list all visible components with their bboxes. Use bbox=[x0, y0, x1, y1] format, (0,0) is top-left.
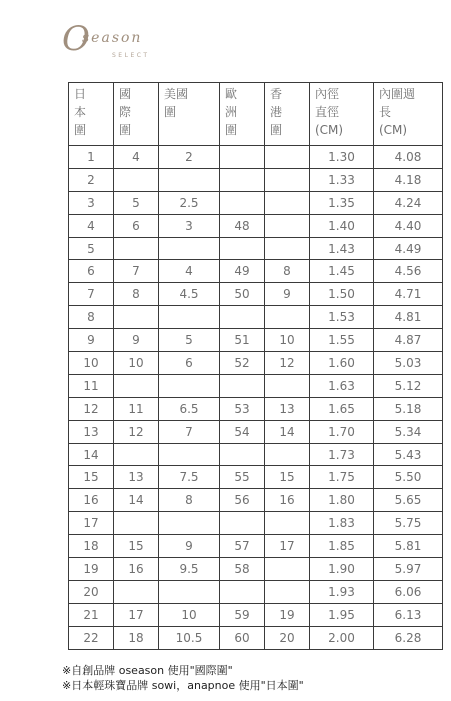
table-cell bbox=[265, 558, 310, 581]
header-line: 港 bbox=[270, 105, 283, 119]
header-line: 際 bbox=[119, 105, 132, 119]
table-cell: 1.65 bbox=[310, 397, 374, 420]
header-line: 內圍週 bbox=[379, 87, 416, 101]
table-cell bbox=[220, 146, 265, 169]
table-cell bbox=[265, 168, 310, 191]
table-cell: 12 bbox=[114, 420, 159, 443]
table-cell: 13 bbox=[114, 466, 159, 489]
table-cell: 18 bbox=[69, 535, 114, 558]
table-row bbox=[69, 443, 443, 466]
table-cell: 18 bbox=[114, 626, 159, 649]
table-cell: 21 bbox=[69, 603, 114, 626]
table-cell: 4.40 bbox=[374, 214, 443, 237]
table-cell: 19 bbox=[265, 603, 310, 626]
table-cell bbox=[265, 512, 310, 535]
table-cell bbox=[220, 580, 265, 603]
table-cell: 11 bbox=[114, 397, 159, 420]
table-cell: 58 bbox=[220, 558, 265, 581]
table-cell: 6 bbox=[159, 352, 220, 375]
table-cell: 5.50 bbox=[374, 466, 443, 489]
table-cell: 7 bbox=[114, 260, 159, 283]
table-cell: 1.30 bbox=[310, 146, 374, 169]
table-cell: 13 bbox=[69, 420, 114, 443]
table-cell: 1.90 bbox=[310, 558, 374, 581]
header-line: 歐 bbox=[225, 87, 238, 101]
table-cell: 14 bbox=[114, 489, 159, 512]
footnote-international: ※自創品牌 oseason 使用"國際圍" bbox=[62, 664, 233, 677]
table-cell: 16 bbox=[114, 558, 159, 581]
table-cell bbox=[265, 237, 310, 260]
table-cell: 49 bbox=[220, 260, 265, 283]
table-row bbox=[69, 283, 443, 306]
table-cell: 12 bbox=[69, 397, 114, 420]
table-row bbox=[69, 168, 443, 191]
table-cell: 1.73 bbox=[310, 443, 374, 466]
logo-wordmark: season bbox=[82, 30, 143, 46]
header-line: 香 bbox=[270, 87, 283, 101]
table-cell: 6.28 bbox=[374, 626, 443, 649]
table-cell: 16 bbox=[69, 489, 114, 512]
table-cell: 1.80 bbox=[310, 489, 374, 512]
table-cell bbox=[159, 374, 220, 397]
table-cell: 6.13 bbox=[374, 603, 443, 626]
table-cell: 5 bbox=[159, 329, 220, 352]
header-inner-circumference bbox=[374, 83, 443, 146]
header-inner-diameter bbox=[310, 83, 374, 146]
table-cell bbox=[159, 580, 220, 603]
table-cell bbox=[220, 512, 265, 535]
header-us-size bbox=[159, 83, 220, 146]
table-cell: 7 bbox=[159, 420, 220, 443]
table-cell: 60 bbox=[220, 626, 265, 649]
table-cell: 9.5 bbox=[159, 558, 220, 581]
table-cell: 15 bbox=[69, 466, 114, 489]
header-line: 圍 bbox=[119, 123, 132, 137]
table-cell: 51 bbox=[220, 329, 265, 352]
table-cell bbox=[265, 443, 310, 466]
table-cell bbox=[265, 580, 310, 603]
table-cell: 8 bbox=[265, 260, 310, 283]
table-cell: 4.08 bbox=[374, 146, 443, 169]
table-cell: 5.43 bbox=[374, 443, 443, 466]
header-line: 直徑 bbox=[315, 105, 340, 119]
header-line: 本 bbox=[74, 105, 87, 119]
table-cell: 1.45 bbox=[310, 260, 374, 283]
logo-initial: O bbox=[62, 19, 90, 59]
table-cell: 4.18 bbox=[374, 168, 443, 191]
header-line: 內徑 bbox=[315, 87, 340, 101]
table-cell: 4.49 bbox=[374, 237, 443, 260]
table-cell bbox=[114, 168, 159, 191]
table-cell: 5.34 bbox=[374, 420, 443, 443]
table-cell: 54 bbox=[220, 420, 265, 443]
table-cell: 57 bbox=[220, 535, 265, 558]
table-row bbox=[69, 260, 443, 283]
table-cell bbox=[159, 443, 220, 466]
table-cell: 5.65 bbox=[374, 489, 443, 512]
table-cell bbox=[265, 146, 310, 169]
table-cell: 1.63 bbox=[310, 374, 374, 397]
table-cell bbox=[159, 512, 220, 535]
table-row bbox=[69, 626, 443, 649]
table-cell: 1.50 bbox=[310, 283, 374, 306]
table-row bbox=[69, 535, 443, 558]
table-cell: 56 bbox=[220, 489, 265, 512]
table-cell: 59 bbox=[220, 603, 265, 626]
table-cell: 17 bbox=[69, 512, 114, 535]
footnote-japan: ※日本輕珠寶品牌 sowi，anapnoe 使用"日本圍" bbox=[62, 679, 304, 692]
table-cell: 10.5 bbox=[159, 626, 220, 649]
table-cell: 5 bbox=[69, 237, 114, 260]
table-cell bbox=[114, 443, 159, 466]
table-cell: 3 bbox=[159, 214, 220, 237]
table-cell bbox=[265, 374, 310, 397]
table-cell: 10 bbox=[159, 603, 220, 626]
ring-size-table bbox=[68, 82, 443, 650]
header-row bbox=[69, 83, 443, 146]
table-cell bbox=[114, 237, 159, 260]
header-line: 圍 bbox=[164, 105, 177, 119]
table-row bbox=[69, 374, 443, 397]
table-cell bbox=[220, 168, 265, 191]
table-cell: 4.81 bbox=[374, 306, 443, 329]
table-row bbox=[69, 306, 443, 329]
header-line: 國 bbox=[119, 87, 132, 101]
table-cell: 9 bbox=[114, 329, 159, 352]
logo-tagline: SELECT bbox=[112, 52, 150, 59]
table-cell bbox=[265, 306, 310, 329]
table-cell: 17 bbox=[265, 535, 310, 558]
table-cell: 4.87 bbox=[374, 329, 443, 352]
table-cell: 1.43 bbox=[310, 237, 374, 260]
table-cell: 6 bbox=[114, 214, 159, 237]
table-cell: 8 bbox=[159, 489, 220, 512]
table-cell: 22 bbox=[69, 626, 114, 649]
oseason-logo bbox=[62, 19, 172, 62]
table-cell: 7 bbox=[69, 283, 114, 306]
header-line: 圍 bbox=[74, 123, 87, 137]
table-cell: 6.06 bbox=[374, 580, 443, 603]
table-cell: 2 bbox=[69, 168, 114, 191]
table-cell: 52 bbox=[220, 352, 265, 375]
table-cell: 48 bbox=[220, 214, 265, 237]
table-row bbox=[69, 489, 443, 512]
table-cell: 10 bbox=[69, 352, 114, 375]
table-cell: 1.40 bbox=[310, 214, 374, 237]
table-cell: 7.5 bbox=[159, 466, 220, 489]
table-cell: 5.03 bbox=[374, 352, 443, 375]
table-row bbox=[69, 352, 443, 375]
table-cell: 5.97 bbox=[374, 558, 443, 581]
table-cell: 53 bbox=[220, 397, 265, 420]
table-cell: 1.55 bbox=[310, 329, 374, 352]
table-cell: 6 bbox=[69, 260, 114, 283]
header-line: 洲 bbox=[225, 105, 238, 119]
header-line: 日 bbox=[74, 87, 87, 101]
table-cell: 1.83 bbox=[310, 512, 374, 535]
table-row bbox=[69, 237, 443, 260]
table-cell: 12 bbox=[265, 352, 310, 375]
table-cell: 1.95 bbox=[310, 603, 374, 626]
header-line: 圍 bbox=[225, 123, 238, 137]
table-cell: 2 bbox=[159, 146, 220, 169]
table-cell: 1.85 bbox=[310, 535, 374, 558]
table-cell: 4 bbox=[159, 260, 220, 283]
table-cell: 10 bbox=[114, 352, 159, 375]
table-cell: 50 bbox=[220, 283, 265, 306]
table-cell: 15 bbox=[114, 535, 159, 558]
table-cell: 20 bbox=[265, 626, 310, 649]
table-cell: 1 bbox=[69, 146, 114, 169]
table-cell: 15 bbox=[265, 466, 310, 489]
table-cell: 14 bbox=[69, 443, 114, 466]
table-header bbox=[69, 83, 443, 146]
table-cell bbox=[220, 191, 265, 214]
table-cell: 14 bbox=[265, 420, 310, 443]
table-cell bbox=[220, 374, 265, 397]
table-cell: 5.75 bbox=[374, 512, 443, 535]
table-cell bbox=[114, 580, 159, 603]
table-cell: 9 bbox=[69, 329, 114, 352]
header-line: 圍 bbox=[270, 123, 283, 137]
header-line: (CM) bbox=[315, 123, 344, 137]
table-cell: 55 bbox=[220, 466, 265, 489]
table-row bbox=[69, 397, 443, 420]
table-cell bbox=[265, 214, 310, 237]
table-cell: 19 bbox=[69, 558, 114, 581]
table-row bbox=[69, 603, 443, 626]
table-cell: 3 bbox=[69, 191, 114, 214]
table-cell: 1.70 bbox=[310, 420, 374, 443]
footnotes bbox=[62, 663, 304, 693]
table-cell: 4.24 bbox=[374, 191, 443, 214]
table-cell bbox=[220, 237, 265, 260]
table-cell bbox=[114, 306, 159, 329]
table-cell: 4 bbox=[69, 214, 114, 237]
table-cell: 1.33 bbox=[310, 168, 374, 191]
table-cell: 1.53 bbox=[310, 306, 374, 329]
table-cell bbox=[220, 306, 265, 329]
table-cell bbox=[220, 443, 265, 466]
table-cell: 8 bbox=[114, 283, 159, 306]
table-cell: 4.5 bbox=[159, 283, 220, 306]
table-cell: 6.5 bbox=[159, 397, 220, 420]
table-cell: 17 bbox=[114, 603, 159, 626]
header-hk-size bbox=[265, 83, 310, 146]
table-cell bbox=[159, 168, 220, 191]
header-international-size bbox=[114, 83, 159, 146]
table-cell: 5.18 bbox=[374, 397, 443, 420]
table-cell: 5.81 bbox=[374, 535, 443, 558]
table-cell bbox=[114, 512, 159, 535]
table-cell bbox=[265, 191, 310, 214]
header-line: (CM) bbox=[379, 123, 408, 137]
table-cell: 9 bbox=[159, 535, 220, 558]
table-cell: 11 bbox=[69, 374, 114, 397]
table-cell bbox=[159, 237, 220, 260]
table-cell: 4.71 bbox=[374, 283, 443, 306]
table-row bbox=[69, 512, 443, 535]
table-cell: 10 bbox=[265, 329, 310, 352]
table-cell: 1.75 bbox=[310, 466, 374, 489]
header-line: 美國 bbox=[164, 87, 189, 101]
header-eu-size bbox=[220, 83, 265, 146]
table-cell: 2.5 bbox=[159, 191, 220, 214]
table-cell: 16 bbox=[265, 489, 310, 512]
table-cell: 9 bbox=[265, 283, 310, 306]
table-cell: 4 bbox=[114, 146, 159, 169]
table-row bbox=[69, 466, 443, 489]
table-row bbox=[69, 580, 443, 603]
table-cell: 5.12 bbox=[374, 374, 443, 397]
table-cell: 5 bbox=[114, 191, 159, 214]
table-cell: 4.56 bbox=[374, 260, 443, 283]
table-cell: 8 bbox=[69, 306, 114, 329]
table-row bbox=[69, 191, 443, 214]
table-row bbox=[69, 146, 443, 169]
table-cell: 1.60 bbox=[310, 352, 374, 375]
header-japan-size bbox=[69, 83, 114, 146]
table-cell: 13 bbox=[265, 397, 310, 420]
header-line: 長 bbox=[379, 105, 392, 119]
table-cell: 20 bbox=[69, 580, 114, 603]
table-cell bbox=[159, 306, 220, 329]
table-row bbox=[69, 558, 443, 581]
table-row bbox=[69, 214, 443, 237]
table-cell: 2.00 bbox=[310, 626, 374, 649]
table-row bbox=[69, 329, 443, 352]
table-cell: 1.93 bbox=[310, 580, 374, 603]
table-body bbox=[69, 146, 443, 650]
table-row bbox=[69, 420, 443, 443]
table-cell: 1.35 bbox=[310, 191, 374, 214]
table-cell bbox=[114, 374, 159, 397]
